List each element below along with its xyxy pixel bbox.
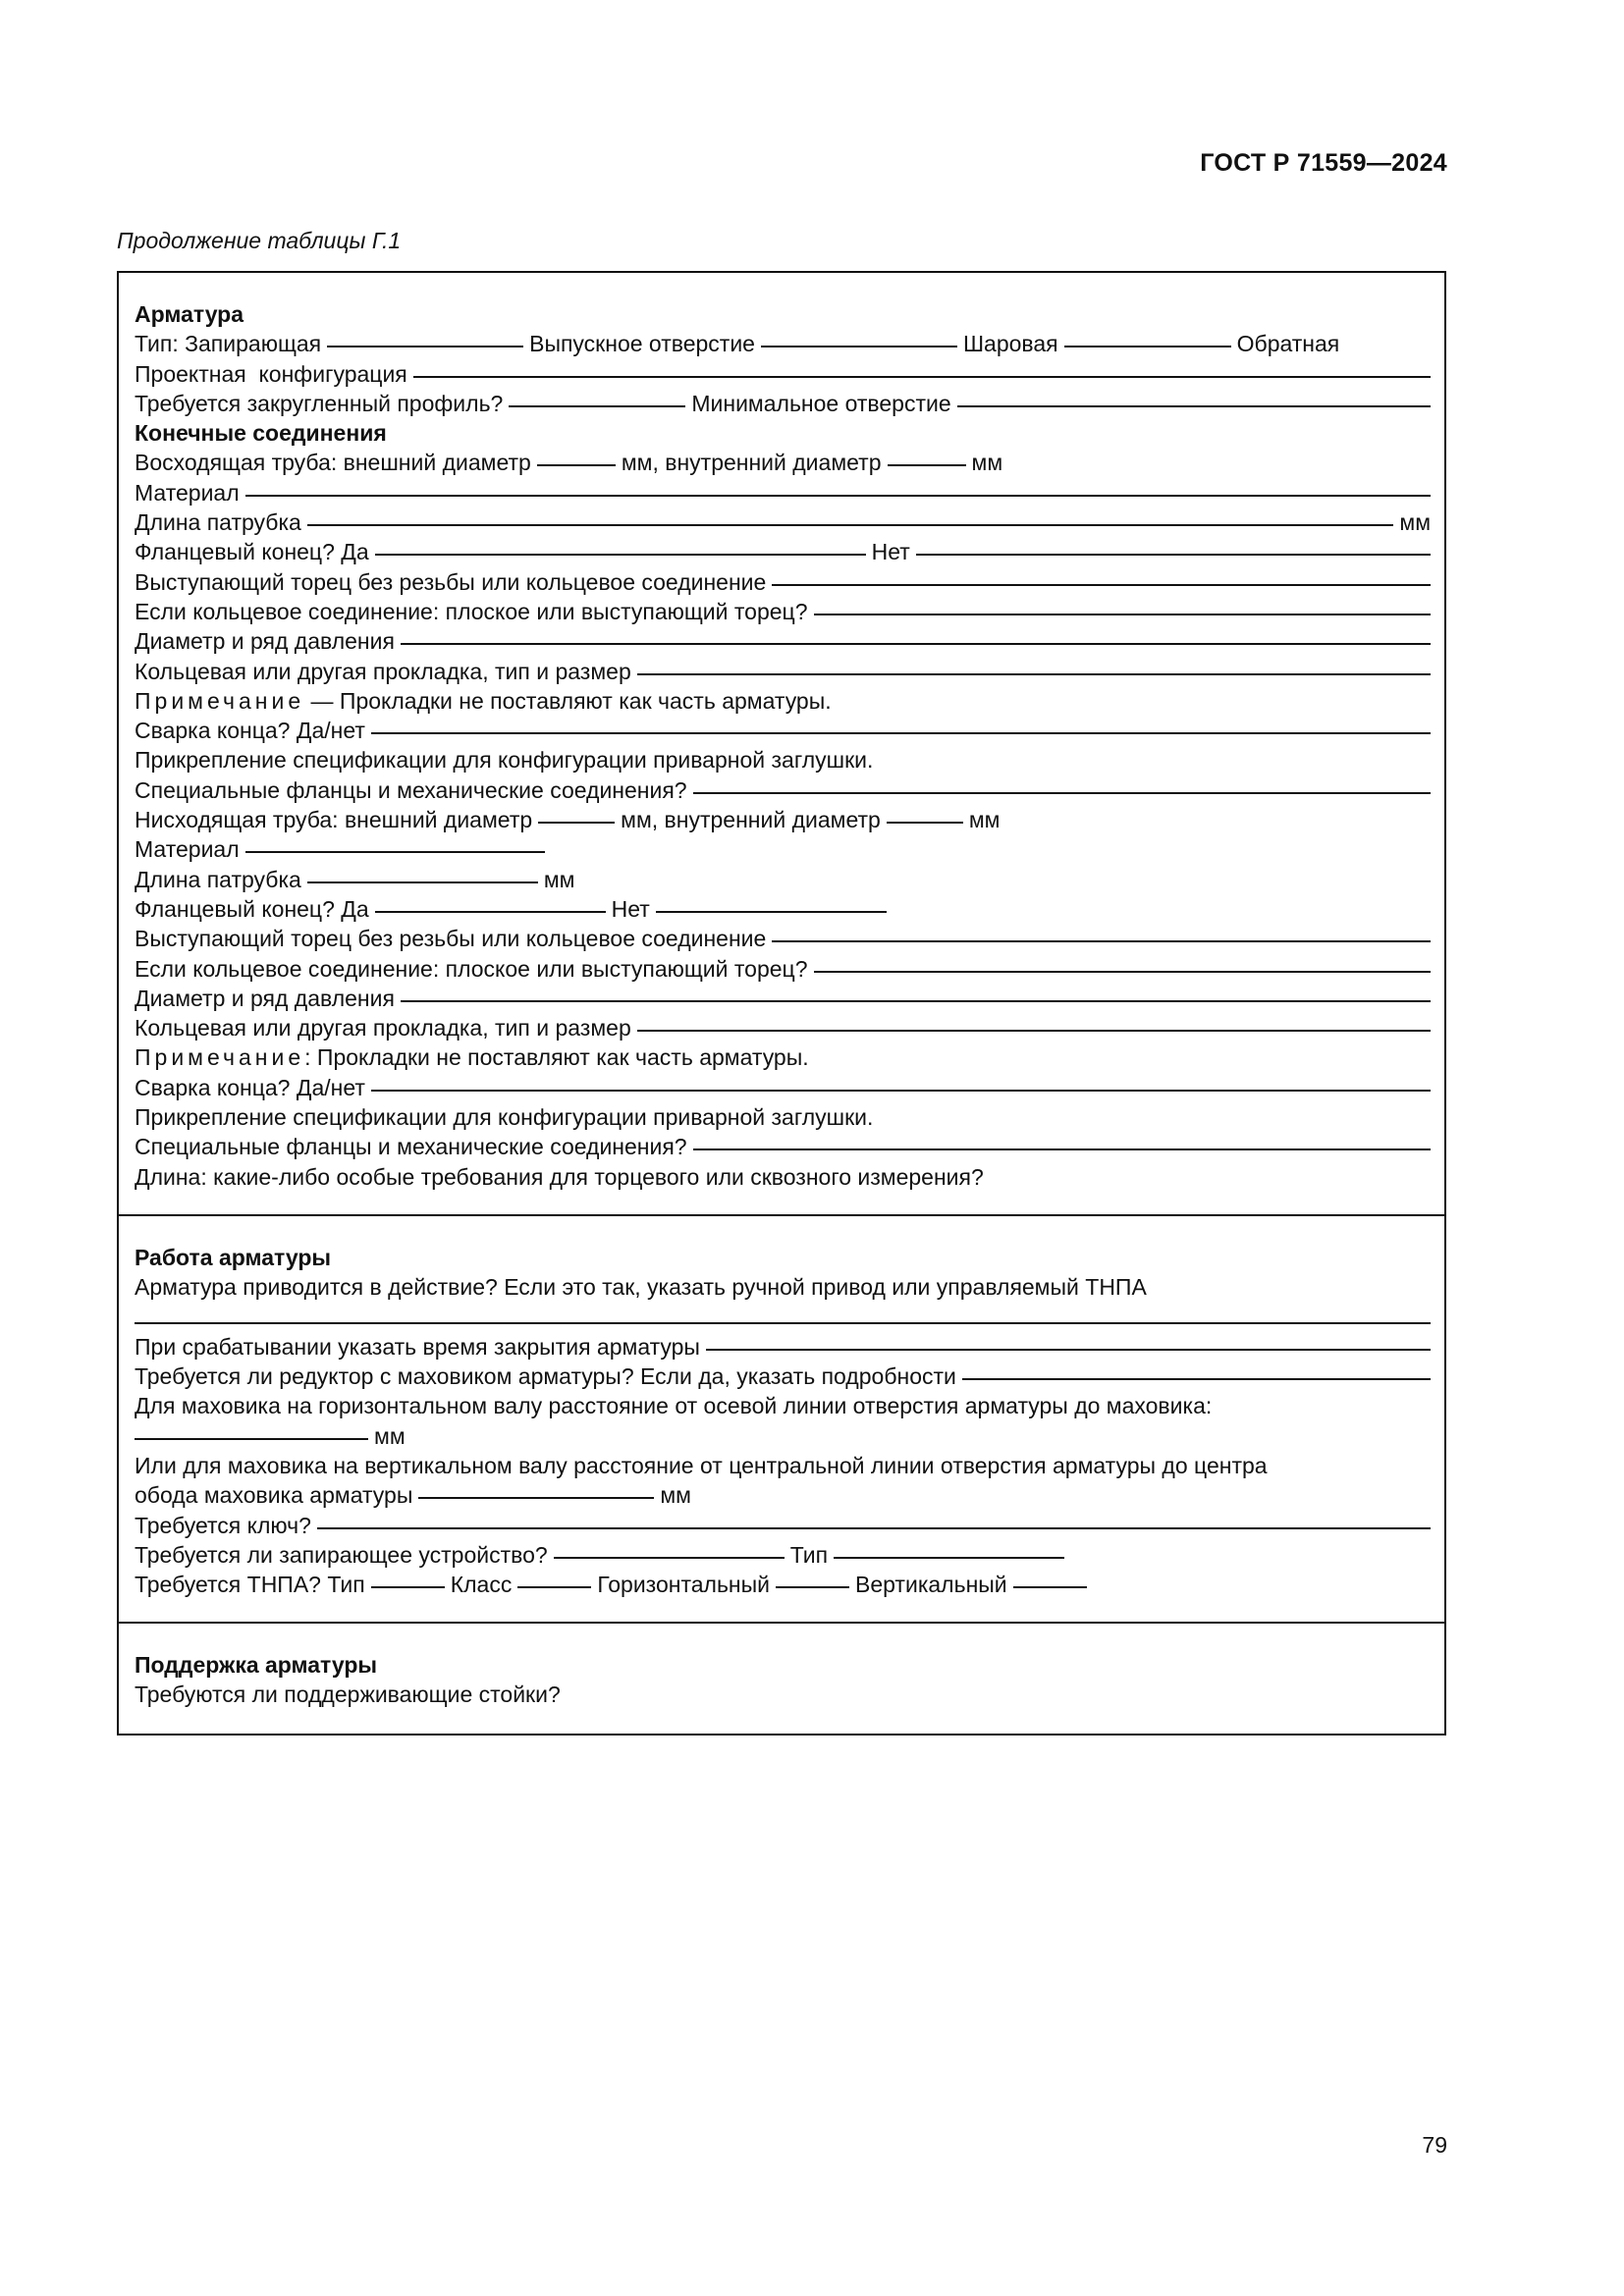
weld-cap-spec-text: Прикрепление спецификации для конфигурации приварной заглушки. (135, 747, 874, 774)
closing-time-field[interactable] (706, 1348, 1431, 1351)
locking-type-field[interactable] (834, 1556, 1064, 1559)
raised-face-text: Выступающий торец без резьбы или кольцевое соединение (135, 568, 767, 595)
nozzle-length-label: Длина патрубка (135, 866, 301, 892)
upstream-special-flanges-field[interactable] (693, 791, 1431, 794)
special-flanges-label: Специальные фланцы и механические соединения? (135, 776, 687, 803)
section-title-operation: Работа арматуры (135, 1245, 332, 1270)
ring-joint-label: Если кольцевое соединение: плоское или выступающий торец? (135, 598, 808, 624)
ball-label: Шаровая (962, 331, 1058, 357)
gearbox-label: Требуется ли редуктор с маховиком арматуры? Если да, указать подробности (135, 1363, 956, 1390)
type-label: Тип: Запирающая (135, 331, 322, 357)
weld-cap-spec-text: Прикрепление спецификации для конфигурации приварной заглушки. (135, 1104, 874, 1131)
downstream-diameter-pressure-field[interactable] (401, 999, 1431, 1002)
section-operation (119, 1216, 1444, 1624)
closing-time-label: При срабатывании указать время закрытия арматуры (135, 1333, 700, 1360)
downstream-outer-diameter-field[interactable] (538, 821, 615, 824)
end-connections-title: Конечные соединения (135, 420, 387, 447)
horizontal-distance-field[interactable] (135, 1437, 368, 1440)
outlet-field[interactable] (761, 345, 957, 347)
type-label: Тип (789, 1541, 829, 1568)
class-label: Класс (450, 1572, 513, 1598)
no-label: Нет (871, 539, 910, 565)
section-valve (119, 273, 1444, 1216)
ball-field[interactable] (1064, 345, 1231, 347)
section-title-valve: Арматура (135, 301, 244, 327)
page-number: 79 (1422, 2132, 1447, 2158)
design-config-field[interactable] (413, 375, 1431, 378)
downstream-raised-face-field[interactable] (772, 939, 1431, 942)
upstream-pipe-label: Восходящая труба: внешний диаметр (135, 450, 531, 476)
gasket-label: Кольцевая или другая прокладка, тип и размер (135, 1015, 631, 1041)
shutoff-field[interactable] (327, 345, 523, 347)
locking-field[interactable] (554, 1556, 785, 1559)
vertical-distance-field[interactable] (418, 1496, 654, 1499)
upstream-outer-diameter-field[interactable] (537, 463, 616, 466)
design-config-label: Проектная конфигурация (135, 360, 407, 387)
downstream-inner-diameter-field[interactable] (887, 821, 963, 824)
note-word: Примечание (135, 1044, 305, 1071)
tnpa-type-field[interactable] (371, 1585, 445, 1588)
support-stands-question: Требуются ли поддерживающие стойки? (135, 1682, 561, 1708)
length-requirements-text: Длина: какие-либо особые требования для торцевого или сквозного измерения? (135, 1163, 984, 1190)
raised-face-text: Выступающий торец без резьбы или кольцевое соединение (135, 926, 767, 952)
note-word: Примечание (135, 687, 305, 714)
tnpa-class-field[interactable] (517, 1585, 591, 1588)
section-support (119, 1624, 1444, 1734)
upstream-flanged-no-field[interactable] (916, 553, 1431, 556)
diameter-pressure-label: Диаметр и ряд давления (135, 985, 395, 1011)
downstream-nozzle-length-field[interactable] (307, 881, 538, 883)
diameter-pressure-label: Диаметр и ряд давления (135, 628, 395, 655)
upstream-inner-label: мм, внутренний диаметр (621, 450, 882, 476)
key-field[interactable] (317, 1526, 1431, 1529)
downstream-weld-end-field[interactable] (371, 1089, 1431, 1092)
material-label: Материал (135, 479, 240, 506)
flanged-end-label: Фланцевый конец? Да (135, 895, 369, 922)
ring-joint-label: Если кольцевое соединение: плоское или выступающий торец? (135, 955, 808, 982)
special-flanges-label: Специальные фланцы и механические соединения? (135, 1134, 687, 1160)
note-text: — Прокладки не поставляют как часть арматуры. (304, 687, 832, 714)
min-bore-label: Минимальное отверстие (691, 390, 951, 416)
section-title-support: Поддержка арматуры (135, 1652, 378, 1678)
downstream-ring-joint-field[interactable] (814, 970, 1432, 973)
downstream-flanged-no-field[interactable] (656, 910, 887, 913)
no-label: Нет (611, 895, 650, 922)
document-code: ГОСТ Р 71559—2024 (1200, 149, 1447, 177)
downstream-special-flanges-field[interactable] (693, 1148, 1431, 1150)
table-caption: Продолжение таблицы Г.1 (117, 228, 402, 253)
unit-mm: мм (971, 450, 1003, 476)
actuation-field[interactable] (135, 1321, 1431, 1324)
check-label: Обратная (1236, 331, 1340, 357)
downstream-pipe-label: Нисходящая труба: внешний диаметр (135, 807, 533, 833)
weld-end-label: Сварка конца? Да/нет (135, 718, 365, 744)
unit-mm: мм (1399, 509, 1431, 536)
weld-end-label: Сварка конца? Да/нет (135, 1074, 365, 1100)
vertical-shaft-text: Или для маховика на вертикальном валу расстояние от центральной линии отверстия арматуры до центра (135, 1453, 1268, 1479)
actuated-question: Арматура приводится в действие? Если это так, указать ручной привод или управляемый ТНПА (135, 1274, 1147, 1301)
downstream-inner-label: мм, внутренний диаметр (621, 807, 881, 833)
downstream-flanged-yes-field[interactable] (375, 910, 606, 913)
upstream-diameter-pressure-field[interactable] (401, 642, 1431, 645)
horizontal-shaft-text: Для маховика на горизонтальном валу расстояние от осевой линии отверстия арматуры до маховика: (135, 1393, 1213, 1419)
upstream-raised-face-field[interactable] (772, 583, 1431, 586)
upstream-ring-joint-field[interactable] (814, 613, 1432, 615)
gearbox-field[interactable] (962, 1377, 1431, 1380)
min-bore-field[interactable] (957, 404, 1431, 407)
vertical-label: Вертикальный (855, 1572, 1007, 1598)
locking-label: Требуется ли запирающее устройство? (135, 1541, 548, 1568)
tnpa-vertical-field[interactable] (1013, 1585, 1087, 1588)
tnpa-horizontal-field[interactable] (776, 1585, 849, 1588)
rounded-profile-label: Требуется закругленный профиль? (135, 390, 504, 416)
downstream-gasket-field[interactable] (637, 1029, 1431, 1032)
rounded-profile-field[interactable] (509, 404, 685, 407)
gasket-label: Кольцевая или другая прокладка, тип и размер (135, 658, 631, 684)
upstream-gasket-field[interactable] (637, 672, 1431, 675)
upstream-inner-diameter-field[interactable] (888, 463, 966, 466)
rim-label: обода маховика арматуры (135, 1482, 413, 1509)
upstream-nozzle-length-field[interactable] (307, 523, 1394, 526)
material-label: Материал (135, 836, 240, 863)
downstream-material-field[interactable] (245, 850, 545, 853)
unit-mm: мм (543, 866, 575, 892)
valve-form-table (117, 271, 1446, 1735)
tnpa-label: Требуется ТНПА? Тип (135, 1572, 365, 1598)
unit-mm: мм (660, 1482, 691, 1509)
horizontal-label: Горизонтальный (597, 1572, 771, 1598)
flanged-end-label: Фланцевый конец? Да (135, 539, 369, 565)
upstream-material-field[interactable] (245, 494, 1431, 497)
nozzle-length-label: Длина патрубка (135, 509, 301, 536)
unit-mm: мм (968, 807, 1001, 833)
outlet-label: Выпускное отверстие (529, 331, 755, 357)
key-label: Требуется ключ? (135, 1512, 311, 1538)
upstream-flanged-yes-field[interactable] (375, 553, 866, 556)
unit-mm: мм (374, 1422, 406, 1449)
upstream-weld-end-field[interactable] (371, 731, 1431, 734)
note-text: : Прокладки не поставляют как часть арматуры. (304, 1044, 809, 1071)
